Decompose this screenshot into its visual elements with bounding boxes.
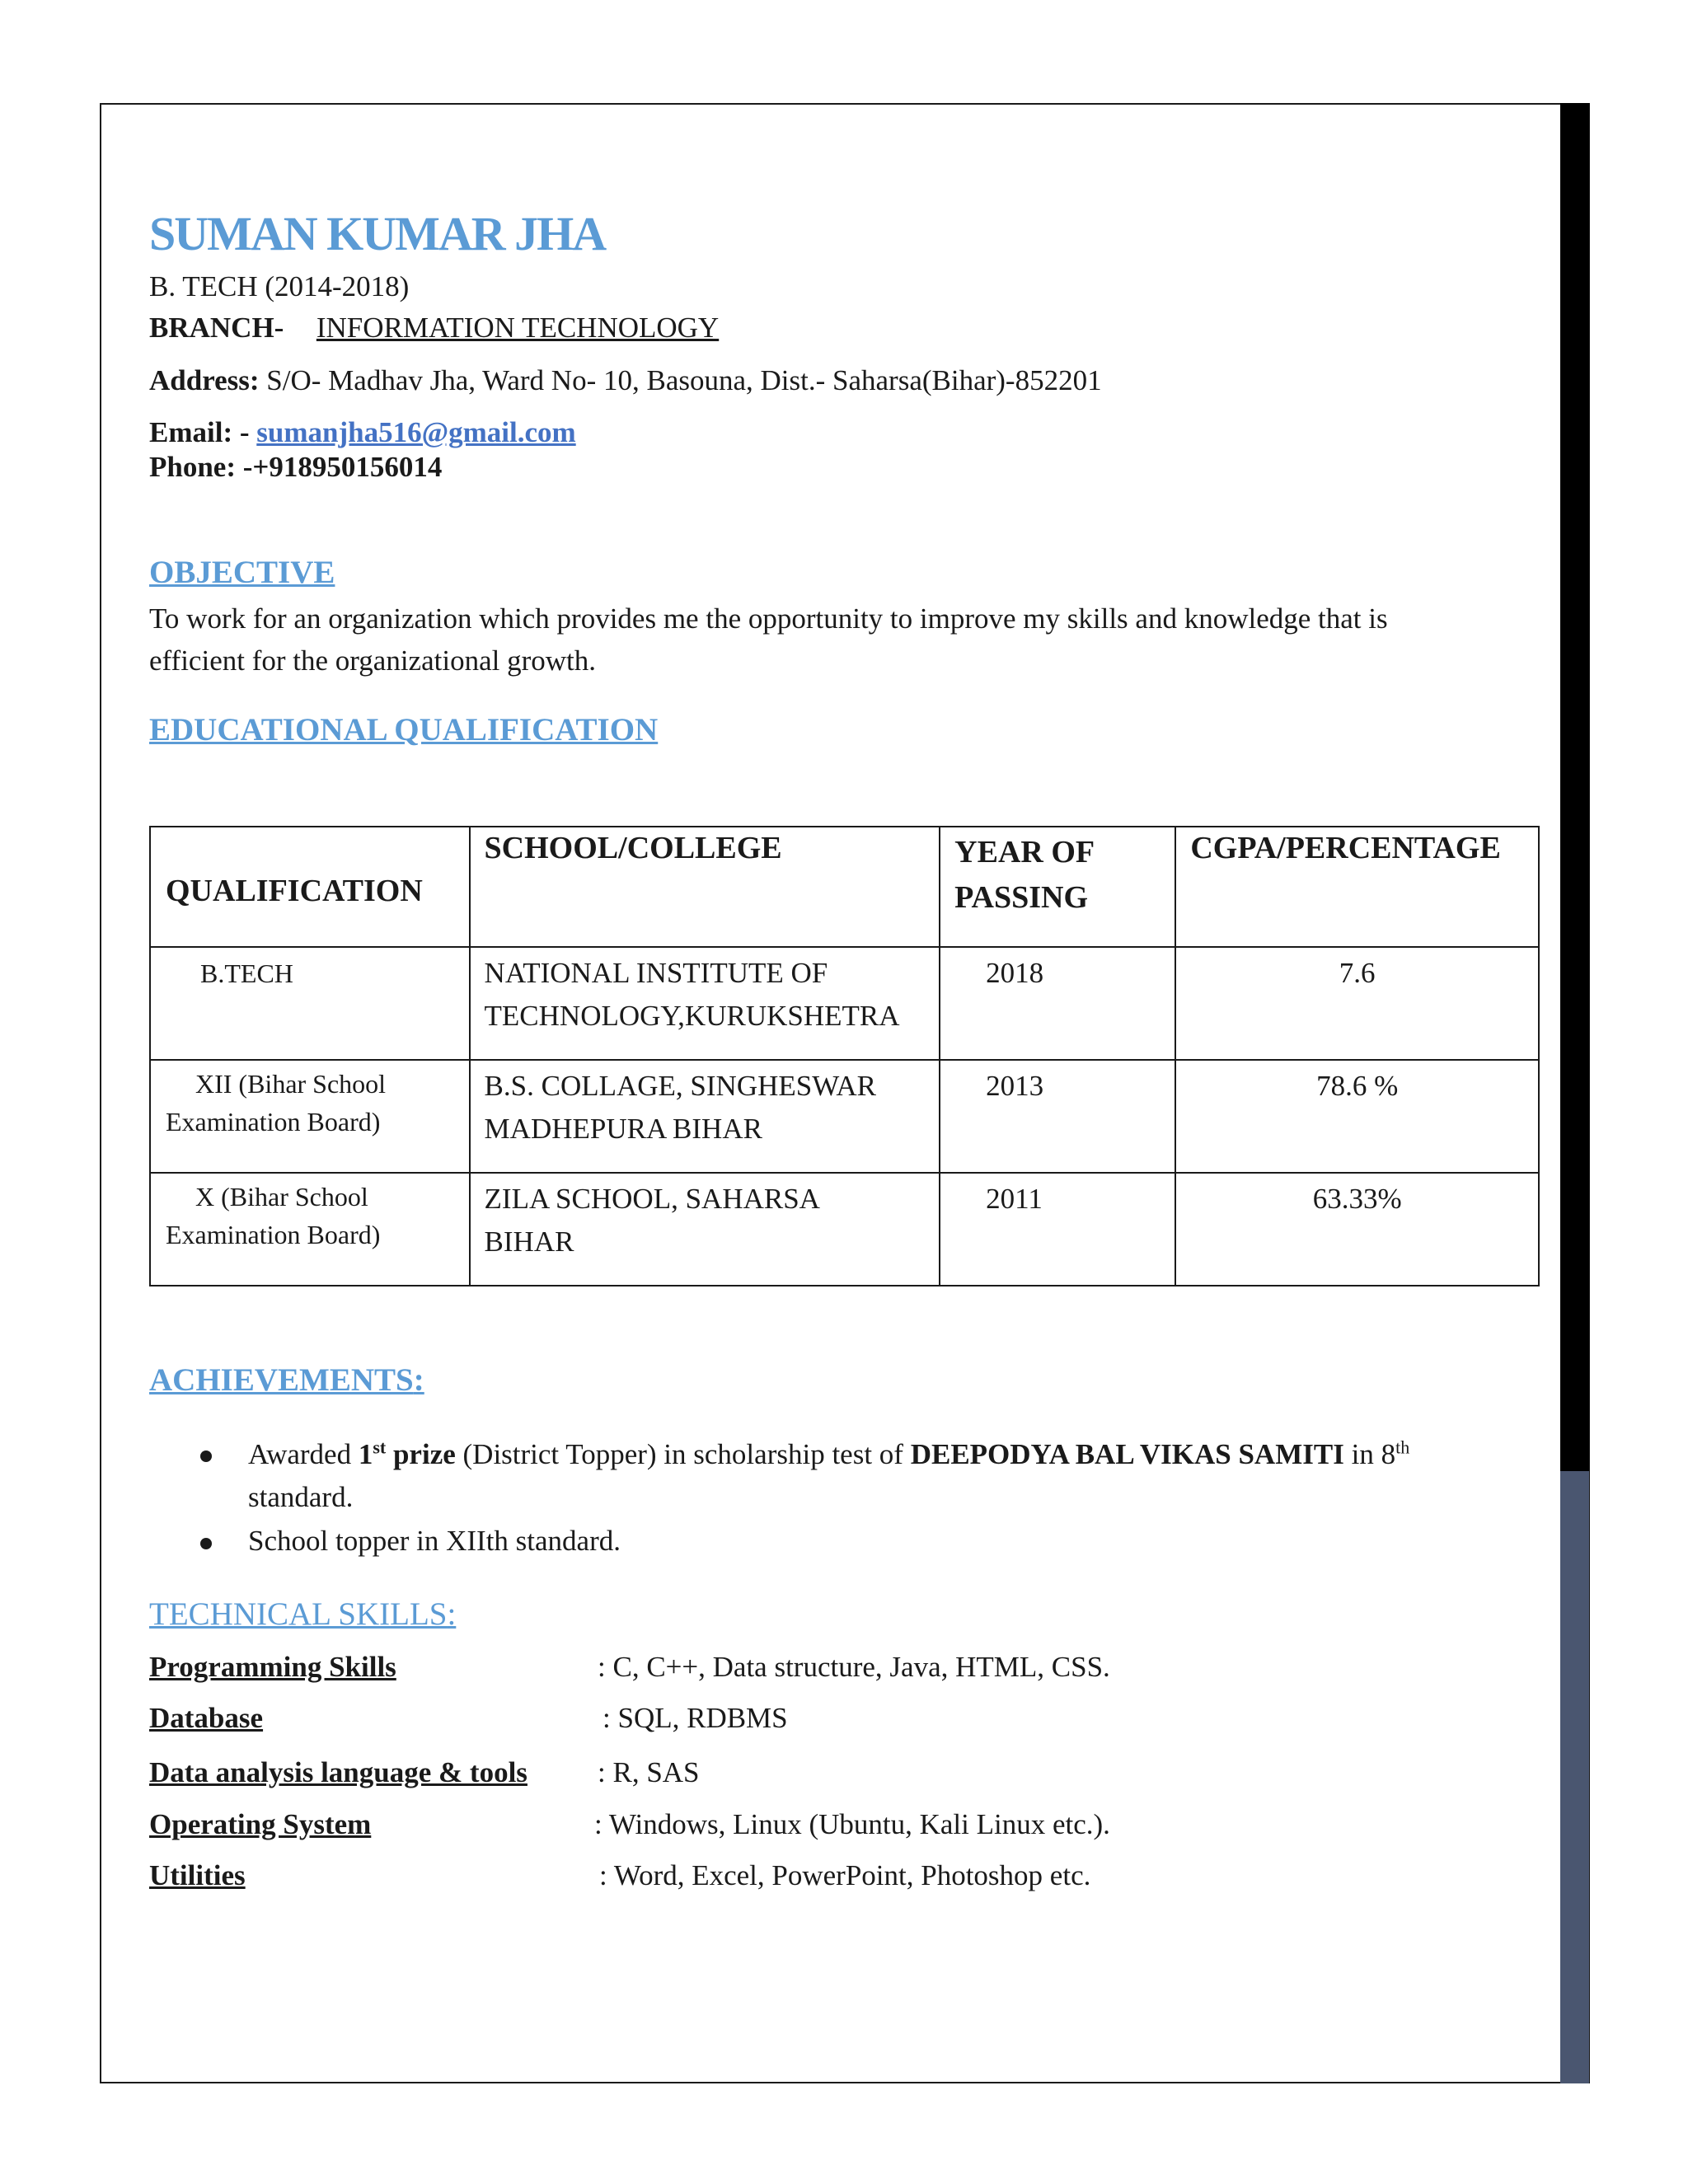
branch-value: INFORMATION TECHNOLOGY [316,312,720,344]
header-cell [150,827,470,947]
achievements-heading [149,1361,424,1399]
email-link[interactable]: sumanjha516@gmail.com [256,416,576,448]
skill-label-os: Operating System [149,1808,372,1840]
school-line-2: MADHEPURA BIHAR [484,1113,762,1145]
table-header-row [150,827,1539,947]
year-cell: 2011 [986,1183,1043,1215]
address-line [149,364,1102,397]
achievement-standard-suffix: th [1395,1436,1410,1458]
phone-line: Phone: -+918950156014 [149,451,443,483]
skill-value-os: : Windows, Linux (Ubuntu, Kali Linux etc.). [594,1808,1110,1840]
skill-label-database: Database [149,1702,264,1734]
table-cell [940,1060,1175,1173]
achievement-text: Awarded [248,1438,359,1470]
skills-heading-text: TECHNICAL SKILLS [149,1596,448,1632]
table-cell [1175,947,1539,1060]
skill-value-utilities: : Word, Excel, PowerPoint, Photoshop etc. [599,1859,1091,1891]
achievement-prize-number: 1 [358,1438,373,1470]
school-cell [471,1061,940,1151]
address-label: Address: [149,364,260,396]
achievement-prize-suffix: st [373,1436,387,1458]
skill-label-utilities: Utilities [149,1859,246,1891]
header-qualification: QUALIFICATION [166,874,423,908]
achievement-org: DEEPODYA BAL VIKAS SAMITI [910,1438,1344,1470]
score-cell: 7.6 [1339,957,1376,989]
table-cell [150,1060,470,1173]
school-line-1: ZILA SCHOOL, SAHARSA [484,1183,820,1215]
school-line-1: B.S. COLLAGE, SINGHESWAR [484,1070,876,1102]
branch-label: BRANCH- [149,312,284,344]
school-line-2: TECHNOLOGY,KURUKSHETRA [484,1000,900,1032]
qualification-cell [151,948,469,992]
header-year-line-2: PASSING [954,880,1089,915]
address-value: S/O- Madhav Jha, Ward No- 10, Basouna, Dist.- Saharsa(Bihar)-852201 [266,364,1102,396]
header-year-line-1: YEAR OF [954,835,1095,869]
objective-heading: OBJECTIVE [149,555,335,590]
table-cell [470,1060,940,1173]
header-cell [1175,827,1539,947]
table-cell [1175,1173,1539,1286]
side-bar-slate [1560,1471,1589,2083]
achievement-text: in 8 [1343,1438,1396,1470]
header-cell [940,827,1175,947]
school-line-1: NATIONAL INSTITUTE OF [484,957,828,989]
qualification-line-1: XII (Bihar School [195,1069,387,1099]
header-cell [470,827,940,947]
achievement-prize-word: prize [386,1438,456,1470]
skills-heading [149,1596,456,1633]
achievement-item-1-line-2: standard. [248,1481,354,1513]
branch-line [149,312,719,344]
qualification-line-2: Examination Board) [166,1220,381,1249]
table-row [150,1060,1539,1173]
email-line [149,416,576,449]
school-cell [471,1174,940,1263]
table-cell [1175,1060,1539,1173]
education-heading: EDUCATIONAL QUALIFICATION [149,712,659,748]
year-cell: 2018 [986,957,1044,989]
achievement-text: (District Topper) in scholarship test of [455,1438,911,1470]
objective-line-2: efficient for the organizational growth. [149,644,596,677]
table-cell [150,947,470,1060]
email-label: Email: - [149,416,250,448]
table-cell [940,947,1175,1060]
header-year [940,827,1175,921]
table-cell [470,947,940,1060]
education-table [149,826,1540,1286]
achievements-heading-colon: : [413,1362,424,1398]
bullet-icon [200,1538,212,1549]
objective-line-1: To work for an organization which provides me the opportunity to improve my skills and knowledge that is [149,602,1388,635]
achievement-item-2: School topper in XIIth standard. [248,1525,621,1557]
table-row [150,947,1539,1060]
candidate-name: SUMAN KUMAR JHA [149,207,606,260]
table-cell [940,1173,1175,1286]
header-school: SCHOOL/COLLEGE [484,831,782,865]
table-cell [470,1173,940,1286]
header-score: CGPA/PERCENTAGE [1190,831,1501,865]
achievement-item-1 [248,1438,1409,1471]
qualification-line-1: X (Bihar School [195,1182,368,1212]
achievements-heading-text: ACHIEVEMENTS [149,1362,414,1398]
school-line-2: BIHAR [484,1226,574,1258]
score-cell: 63.33% [1312,1183,1402,1215]
skills-heading-colon: : [447,1596,457,1632]
qualification-cell [151,1061,469,1141]
side-bar-dark [1560,103,1589,1471]
qualification-cell [151,1174,469,1254]
score-cell: 78.6 % [1316,1070,1399,1102]
qualification-line-2: Examination Board) [166,1107,381,1137]
year-cell: 2013 [986,1070,1044,1102]
skill-value-programming: : C, C++, Data structure, Java, HTML, CSS. [598,1651,1110,1683]
table-row [150,1173,1539,1286]
bullet-icon [200,1451,212,1462]
skill-label-programming: Programming Skills [149,1651,396,1683]
school-cell [471,948,940,1038]
skill-label-data-analysis: Data analysis language & tools [149,1756,528,1788]
degree-line: B. TECH (2014-2018) [149,270,410,302]
table-cell [150,1173,470,1286]
skill-value-database: : SQL, RDBMS [603,1702,788,1734]
qualification-line-1: B.TECH [200,958,293,988]
skill-value-data-analysis: : R, SAS [598,1756,700,1788]
